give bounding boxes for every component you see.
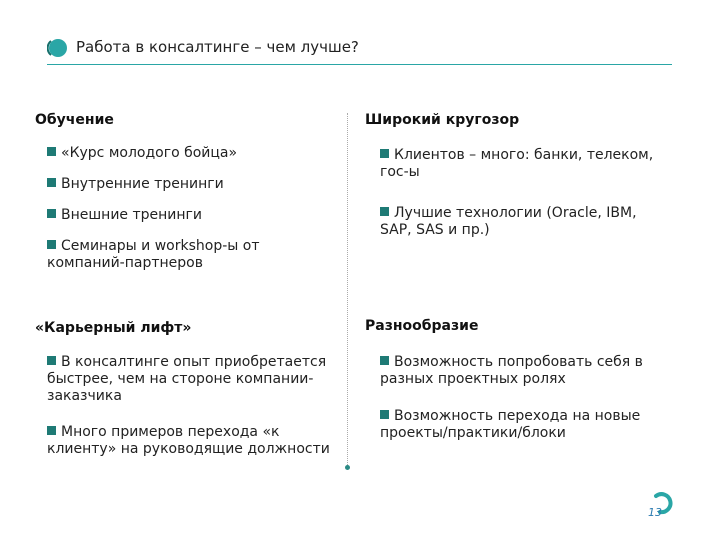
bullet-square-icon xyxy=(47,209,56,218)
list-item: Возможность перехода на новые проекты/практики/блоки xyxy=(380,408,641,441)
bullet-square-icon xyxy=(47,240,56,249)
list-item: «Курс молодого бойца» xyxy=(47,145,337,162)
list-item: Внутренние тренинги xyxy=(47,176,337,193)
bullet-square-icon xyxy=(47,147,56,156)
bullet-square-icon xyxy=(47,178,56,187)
slide-title: Работа в консалтинге – чем лучше? xyxy=(76,38,359,56)
heading-career-lift: «Карьерный лифт» xyxy=(35,320,192,336)
teal-circle-icon xyxy=(47,37,69,59)
list-item: Возможность попробовать себя в разных проектных ролях xyxy=(380,354,643,387)
bullet-square-icon xyxy=(47,356,56,365)
divider-end-dot xyxy=(345,465,350,470)
bullet-square-icon xyxy=(380,149,389,158)
bullet-square-icon xyxy=(47,426,56,435)
list-item: Много примеров перехода «к клиенту» на руководящие должности xyxy=(47,424,330,457)
title-underline xyxy=(47,64,672,65)
heading-training: Обучение xyxy=(35,112,114,128)
bullet-square-icon xyxy=(380,356,389,365)
list-item: Лучшие технологии (Oracle, IBM, SAP, SAS и пр.) xyxy=(380,205,637,238)
list-item: В консалтинге опыт приобретается быстрее, чем на стороне компании-заказчика xyxy=(47,354,327,404)
heading-variety: Разнообразие xyxy=(365,318,479,334)
list-item: Клиентов – много: банки, телеком, гос-ы xyxy=(380,147,654,180)
heading-broad-outlook: Широкий кругозор xyxy=(365,112,520,128)
page-number: 13 xyxy=(648,506,662,519)
list-item: Внешние тренинги xyxy=(47,207,337,224)
list-item: Семинары и workshop-ы от компаний-партнеров xyxy=(47,238,260,271)
bullet-square-icon xyxy=(380,207,389,216)
column-divider xyxy=(347,113,348,467)
bullet-square-icon xyxy=(380,410,389,419)
